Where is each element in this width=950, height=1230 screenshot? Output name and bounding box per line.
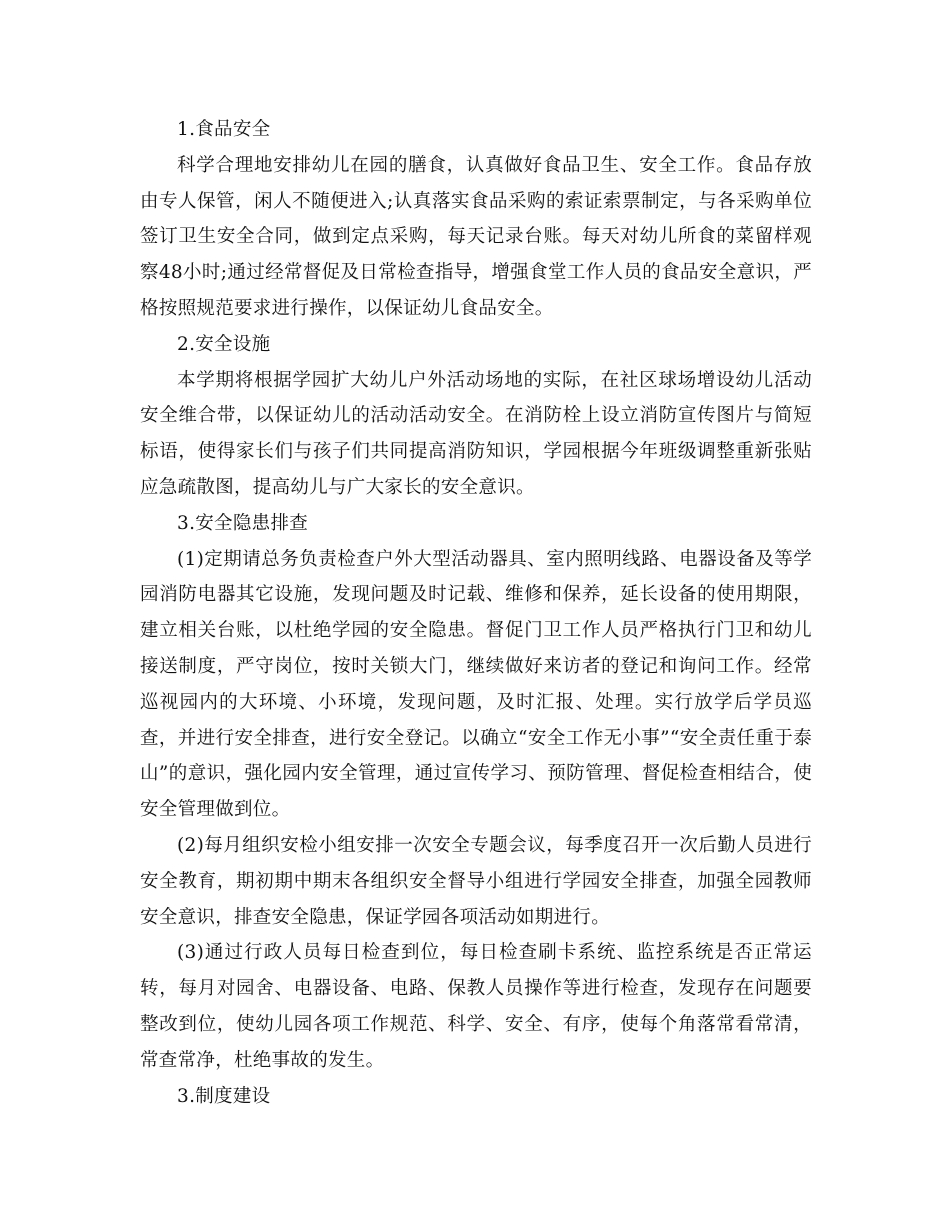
para-food-safety: 科学合理地安排幼儿在园的膳食，认真做好食品卫生、安全工作。食品存放由专人保管，闲人不随便进入;认真落实食品采购的索证索票制定，与各采购单位签订卫生安全合同，做到定点采购，每天记录台账。每天对幼儿所食的菜留样观察48小时;通过经常督促及日常检查指导，增强食堂工作人员的食品安全意识，严格按照规范要求进行操作，以保证幼儿食品安全。 xyxy=(140,154,812,319)
document-page xyxy=(140,112,812,1114)
heading-system-building: 3.制度建设 xyxy=(177,1085,271,1107)
para-safety-facilities: 本学期将根据学园扩大幼儿户外活动场地的实际，在社区球场增设幼儿活动安全维合带，以保证幼儿的活动活动安全。在消防栓上设立消防宣传图片与简短标语，使得家长们与孩子们共同提高消防知识，学园根据今年班级调整重新张贴应急疏散图，提高幼儿与广大家长的安全意识。 xyxy=(140,369,812,498)
para-hazard-check-2: (2)每月组织安检小组安排一次安全专题会议，每季度召开一次后勤人员进行安全教育，期初期中期末各组织安全督导小组进行学园安全排查，加强全园教师安全意识，排查安全隐患，保证学园各项活动如期进行。 xyxy=(140,834,812,928)
para-hazard-check-1: (1)定期请总务负责检查户外大型活动器具、室内照明线路、电器设备及等学园消防电器其它设施，发现问题及时记载、维修和保养，延长设备的使用期限，建立相关台账，以杜绝学园的安全隐患。督促门卫工作人员严格执行门卫和幼儿接送制度，严守岗位，按时关锁大门，继续做好来访者的登记和询问工作。经常巡视园内的大环境、小环境，发现问题，及时汇报、处理。实行放学后学员巡查，并进行安全排查，进行安全登记。以确立“安全工作无小事”“安全责任重于泰山”的意识，强化园内安全管理，通过宣传学习、预防管理、督促检查相结合，使安全管理做到位。 xyxy=(140,548,812,821)
para-hazard-check-3: (3)通过行政人员每日检查到位，每日检查刷卡系统、监控系统是否正常运转，每月对园舍、电器设备、电路、保教人员操作等进行检查，发现存在问题要整改到位，使幼儿园各项工作规范、科学、安全、有序，使每个角落常看常清，常查常净，杜绝事故的发生。 xyxy=(140,942,812,1071)
heading-food-safety: 1.食品安全 xyxy=(177,119,271,140)
heading-safety-facilities: 2.安全设施 xyxy=(177,333,271,355)
heading-hazard-check: 3.安全隐患排查 xyxy=(177,512,309,534)
